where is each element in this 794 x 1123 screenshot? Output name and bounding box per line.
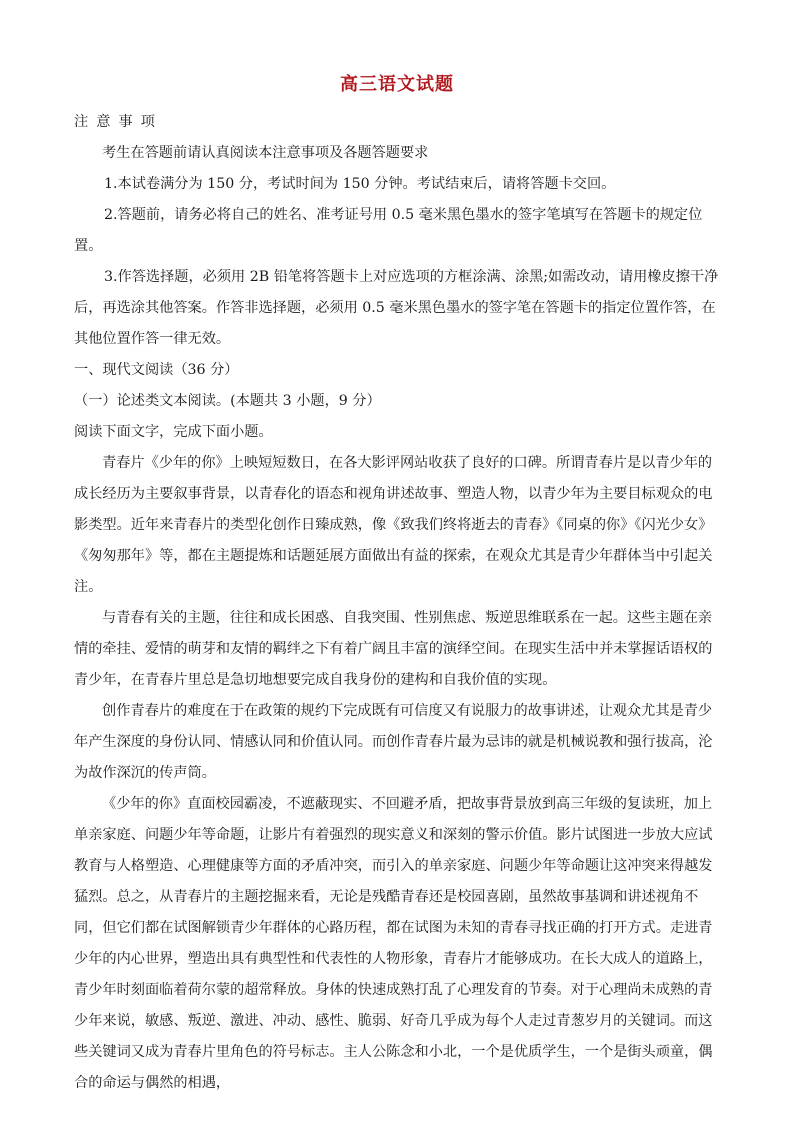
section-subheading: （一）论述类文本阅读。(本题共 3 小题，9 分）	[74, 393, 381, 409]
section-heading: 一、现代文阅读（36 分）	[74, 362, 239, 378]
notice-item-2: 2.答题前，请务必将自己的姓名、准考证号用 0.5 毫米黑色墨水的签字笔填写在答题卡的规定位置。	[74, 207, 703, 254]
notice-intro: 考生在答题前请认真阅读本注意事项及各题答题要求	[102, 145, 429, 161]
document-body	[74, 107, 724, 1099]
notice-item-1: 1.本试卷满分为 150 分，考试时间为 150 分钟。考试结束后，请将答题卡交回。	[104, 176, 616, 192]
passage-paragraph-4: 《少年的你》直面校园霸凌，不遮蔽现实、不回避矛盾，把故事背景放到高三年级的复读班，加上单亲家庭、问题少年等命题，让影片有着强烈的现实意义和深刻的警示价值。影片试图进一步放大应试教育与人格塑造、心理健康等方面的矛盾冲突，而引入的单亲家庭、问题少年等命题让这冲突来得越发猛烈。总之，从青春片的主题挖掘来看，无论是残酷青春还是校园喜剧，虽然故事基调和讲述视角不同，但它们都在试图解锁青少年群体的心路历程，都在试图为未知的青春寻找正确的打开方式。走进青少年的内心世界，塑造出具有典型性和代表性的人物形象，青春片才能够成功。在长大成人的道路上，青少年时刻面临着荷尔蒙的超常释放。身体的快速成熟打乱了心理发育的节奏。对于心理尚未成熟的青少年来说，敏感、叛逆、激进、冲动、感性、脆弱、好奇几乎成为每个人走过青葱岁月的关键词。而这些关键词又成为青春片里角色的符号标志。主人公陈念和小北，一个是优质学生，一个是街头顽童，偶合的命运与偶然的相遇，	[74, 796, 713, 1091]
passage-paragraph-3: 创作青春片的难度在于在政策的规约下完成既有可信度又有说服力的故事讲述，让观众尤其是青少年产生深度的身份认同、情感认同和价值认同。而创作青春片最为忌讳的就是机械说教和强行拔高，沦为故作深沉的传声筒。	[74, 703, 713, 781]
notice-heading: 注意事项	[74, 114, 163, 130]
reading-instruction: 阅读下面文字，完成下面小题。	[74, 424, 273, 440]
passage-paragraph-2: 与青春有关的主题，往往和成长困惑、自我突围、性别焦虑、叛逆思维联系在一起。这些主题在亲情的牵挂、爱情的萌芽和友情的羁绊之下有着广阔且丰富的演绎空间。在现实生活中并未掌握话语权的青少年，在青春片里总是急切地想要完成自我身份的建构和自我价值的实现。	[74, 610, 713, 688]
page-title: 高三语文试题	[340, 74, 454, 95]
notice-item-3: 3.作答选择题，必须用 2B 铅笔将答题卡上对应选项的方框涂满、涂黑;如需改动，请用橡皮擦干净后，再选涂其他答案。作答非选择题，必须用 0.5 毫米黑色墨水的签字笔在答题卡的指定位置作答，在其他位置作答一律无效。	[74, 269, 719, 347]
passage-paragraph-1: 青春片《少年的你》上映短短数日，在各大影评网站收获了良好的口碑。所谓青春片是以青少年的成长经历为主要叙事背景，以青春化的语态和视角讲述故事、塑造人物，以青少年为主要目标观众的电影类型。近年来青春片的类型化创作日臻成熟，像《致我们终将逝去的青春》《同桌的你》《闪光少女》《匆匆那年》等，都在主题提炼和话题延展方面做出有益的探索，在观众尤其是青少年群体当中引起关注。	[74, 455, 713, 595]
